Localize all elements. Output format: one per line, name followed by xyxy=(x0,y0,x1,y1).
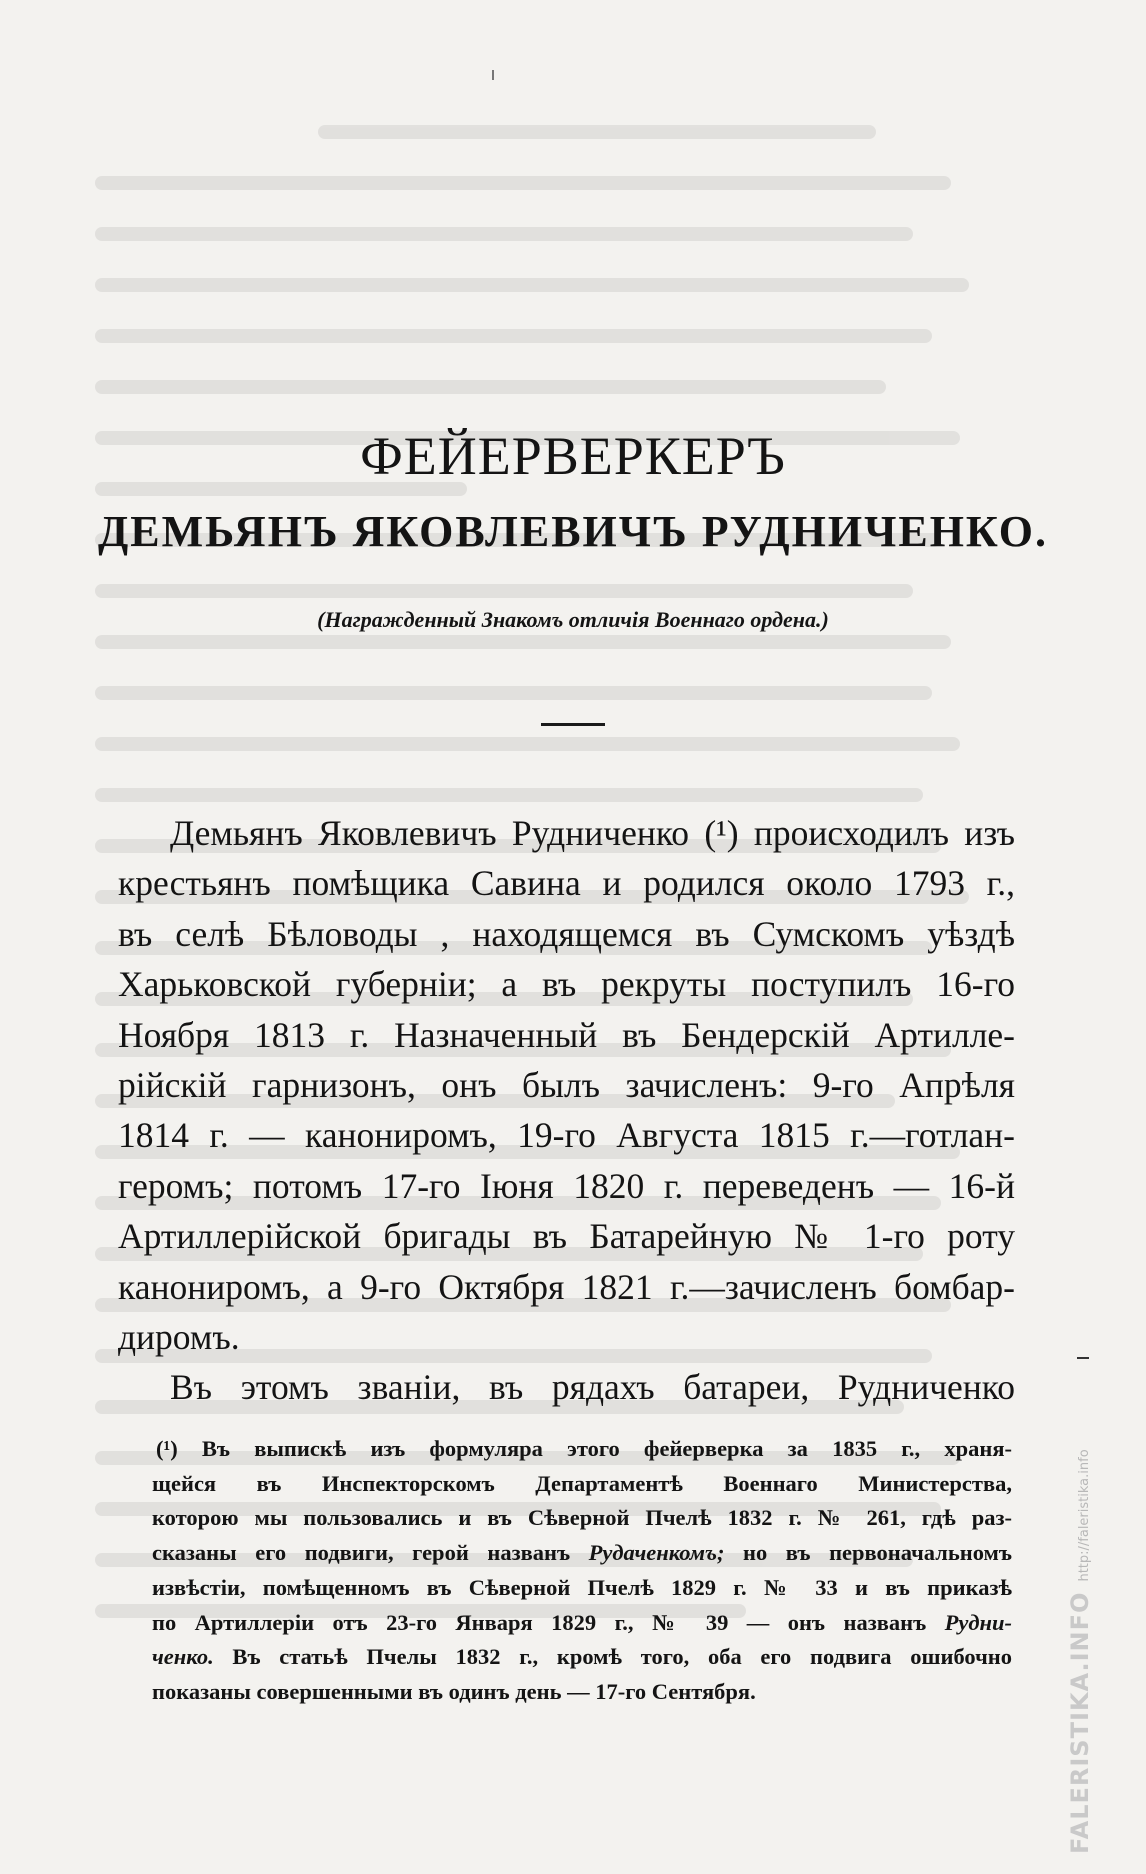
body-line: Харьковской губерніи; а въ рекруты поступилъ 16-го xyxy=(118,964,1015,1005)
body-line: крестьянъ помѣщика Савина и родился около 1793 г., xyxy=(118,863,1015,904)
title-rank: ФЕЙЕРВЕРКЕРЪ xyxy=(360,426,786,486)
footnote-line: извѣстіи, помѣщенномъ въ Сѣверной Пчелѣ 1829 г. № 33 и въ приказѣ xyxy=(152,1574,1012,1600)
title-name: ДЕМЬЯНЪ ЯКОВЛЕВИЧЪ РУДНИЧЕНКО. xyxy=(98,507,1048,556)
footnote-line: которою мы пользовались и въ Сѣверной Пчелѣ 1832 г. № 261, гдѣ раз- xyxy=(152,1505,1012,1531)
title-rule xyxy=(541,723,605,726)
footnote-line: (¹) Въ выпискѣ изъ формуляра этого фейерверка за 1835 г., храня- xyxy=(156,1436,1012,1461)
subtitle: (Награжденный Знакомъ отличія Военнаго ордена.) xyxy=(317,607,829,632)
body-line: канониромъ, а 9-го Октября 1821 г.—зачисленъ бомбар- xyxy=(118,1266,1015,1307)
print-mark xyxy=(492,70,494,80)
watermark xyxy=(1066,1449,1094,1854)
body-line: Артиллерійской бригады въ Батарейную № 1-го роту xyxy=(118,1216,1015,1257)
footnote-line: ченко. Въ статьѣ Пчелы 1832 г., кромѣ того, оба его подвига ошибочно xyxy=(152,1644,1012,1670)
body-text xyxy=(118,808,1015,1413)
body-line: геромъ; потомъ 17-го Іюня 1820 г. переведенъ — 16-й xyxy=(118,1165,1015,1206)
watermark-url: http://faleristika.info xyxy=(1077,1449,1092,1582)
footnote-line: щейся въ Инспекторскомъ Департаментѣ Военнаго Министерства, xyxy=(152,1470,1012,1496)
margin-mark xyxy=(1077,1357,1089,1359)
footnote-line: по Артиллеріи отъ 23-го Января 1829 г., № 39 — онъ названъ Рудни- xyxy=(152,1609,1012,1635)
body-line: Демьянъ Яковлевичъ Рудниченко (¹) происходилъ изъ xyxy=(170,813,1015,853)
footnote xyxy=(152,1432,1012,1710)
body-line: Въ этомъ званіи, въ рядахъ батареи, Рудниченко xyxy=(170,1367,1015,1408)
footnote-line: показаны совершенными въ одинъ день — 17-го Сентября. xyxy=(152,1678,756,1704)
body-line: рійскій гарнизонъ, онъ былъ зачисленъ: 9-го Апрѣля xyxy=(118,1065,1015,1106)
body-line: въ селѣ Бѣловоды , находящемся въ Сумскомъ уѣздѣ xyxy=(118,913,1015,954)
body-line: диромъ. xyxy=(118,1317,240,1358)
body-line: 1814 г. — канониромъ, 19-го Августа 1815 г.—готлан- xyxy=(118,1115,1015,1156)
footnote-line: сказаны его подвиги, герой названъ Рудаченкомъ; но въ первоначальномъ xyxy=(152,1540,1012,1566)
watermark-logo-text: FALERISTIKA.INFO xyxy=(1066,1591,1094,1854)
body-line: Ноября 1813 г. Назначенный въ Бендерскій Артилле- xyxy=(118,1014,1015,1055)
